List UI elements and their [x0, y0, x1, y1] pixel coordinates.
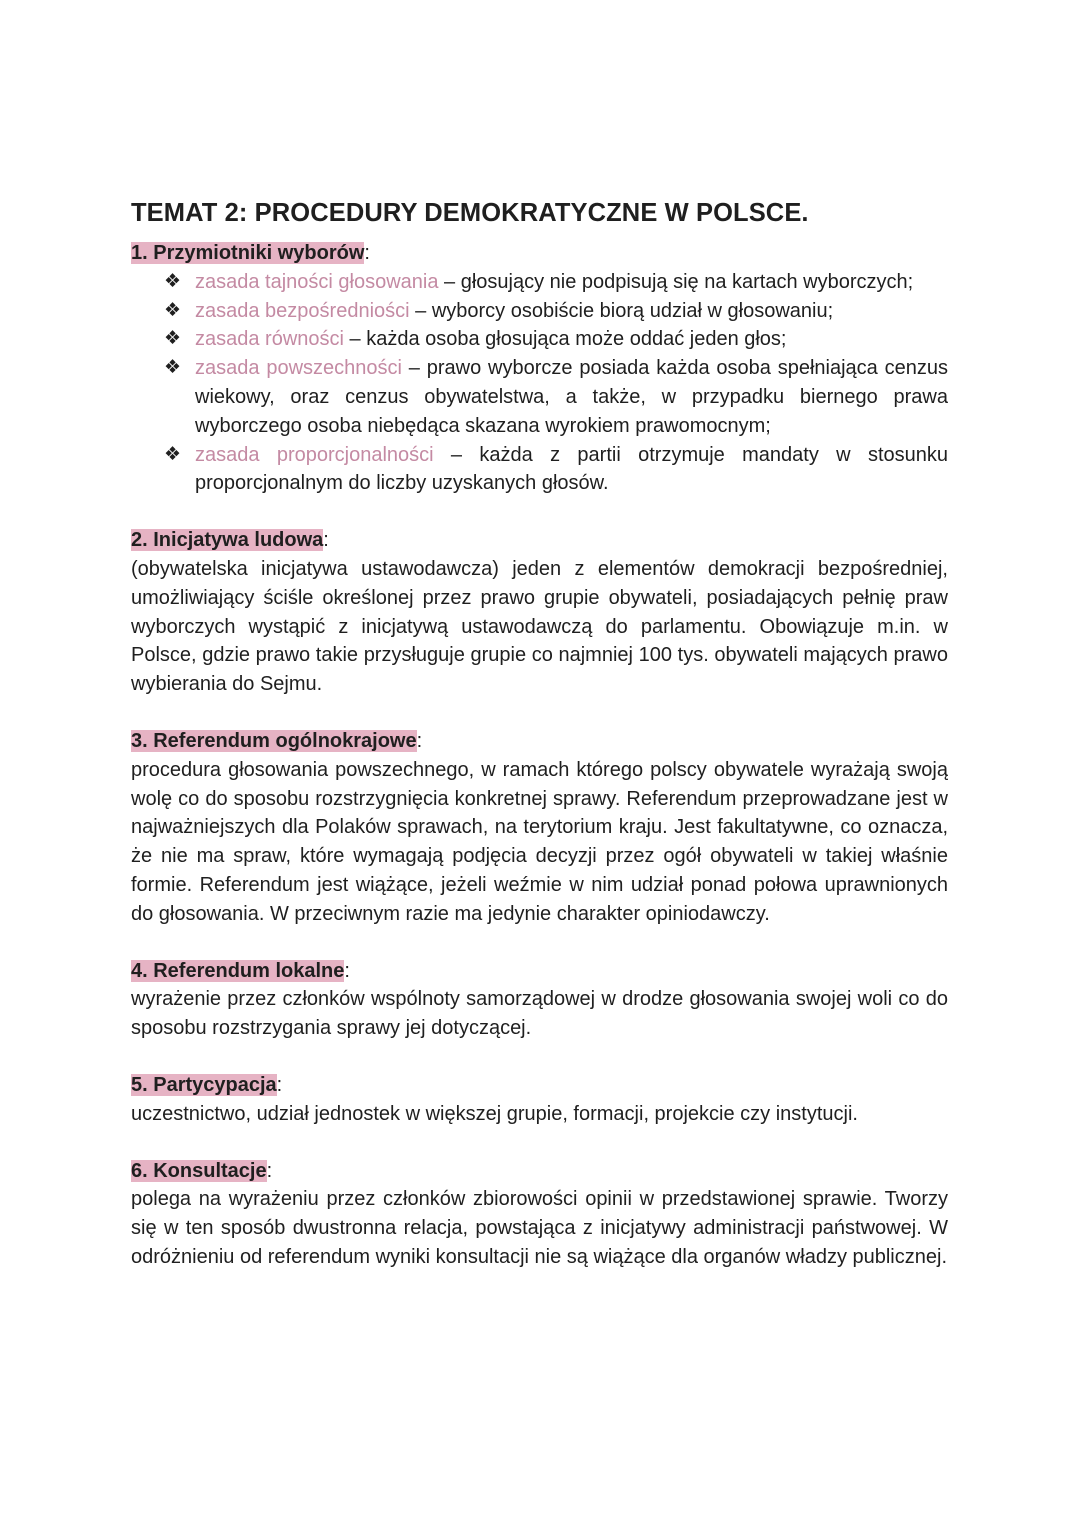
- term-description: – każda z partii otrzymuje mandaty w stosunku proporcjonalnym do liczby uzyskanych głosów.: [195, 443, 949, 495]
- term-label: zasada bezpośredniości: [195, 299, 410, 322]
- diamond-bullet-icon: ❖: [164, 328, 182, 350]
- term-label: zasada równości: [195, 328, 344, 351]
- list-item: [164, 325, 948, 354]
- section-body: uczestnictwo, udział jednostek w większej grupie, formacji, projekcie czy instytucji.: [131, 1102, 858, 1125]
- section-heading: 1. Przymiotniki wyborów:: [131, 242, 370, 264]
- highlighted-heading: 5. Partycypacja: [131, 1073, 277, 1096]
- section-heading: 3. Referendum ogólnokrajowe:: [131, 729, 423, 752]
- section-heading: 6. Konsultacje:: [131, 1159, 273, 1182]
- section-przymiotniki-wyborow: [131, 239, 948, 498]
- list-item: [164, 297, 948, 326]
- term-description: – wyborcy osobiście biorą udział w głosowaniu;: [409, 299, 834, 322]
- bullet-list: [131, 268, 948, 498]
- document-page: [131, 196, 948, 1272]
- term-label: zasada powszechności: [195, 357, 402, 380]
- section-konsultacje: [131, 1157, 948, 1272]
- list-item: [164, 268, 948, 297]
- highlighted-heading: 4. Referendum lokalne: [131, 959, 345, 982]
- document-title: TEMAT 2: PROCEDURY DEMOKRATYCZNE W POLSCE.: [131, 199, 809, 227]
- section-inicjatywa-ludowa: [131, 526, 948, 699]
- section-heading: 2. Inicjatywa ludowa:: [131, 529, 329, 552]
- highlighted-heading: 6. Konsultacje: [131, 1159, 267, 1182]
- diamond-bullet-icon: ❖: [164, 299, 182, 321]
- term-label: zasada proporcjonalności: [195, 443, 434, 466]
- list-item: [164, 441, 948, 499]
- term-description: – głosujący nie podpisują się na kartach wyborczych;: [438, 270, 914, 293]
- section-referendum-lokalne: [131, 957, 948, 1043]
- term-label: zasada tajności głosowania: [195, 270, 439, 293]
- section-partycypacja: [131, 1071, 948, 1129]
- diamond-bullet-icon: ❖: [164, 443, 182, 465]
- diamond-bullet-icon: ❖: [164, 357, 182, 379]
- highlighted-heading: 2. Inicjatywa ludowa: [131, 529, 324, 552]
- section-body: (obywatelska inicjatywa ustawodawcza) jeden z elementów demokracji bezpośredniej, umożliwiający ściśle określonej przez prawo grupie obywateli, posiadających pełnię praw wyborczych wystąpić z inicjatywą ustawodawczą do parlamentu. Obowiązuje m.in. w Polsce, gdzie prawo takie przysługuje grupie co najmniej 100 tys. obywateli mających prawo wybierania do Sejmu.: [131, 557, 948, 696]
- section-body: polega na wyrażeniu przez członków zbiorowości opinii w przedstawionej sprawie. Tworzy się w ten sposób dwustronna relacja, powstająca z inicjatywy administracji państwowej. W odróżnieniu od referendum wyniki konsultacji nie są wiążące dla organów władzy publicznej.: [131, 1188, 948, 1268]
- section-referendum-ogolnokrajowe: [131, 727, 948, 929]
- diamond-bullet-icon: ❖: [164, 270, 182, 292]
- section-body: wyrażenie przez członków wspólnoty samorządowej w drodze głosowania swojej woli co do sposobu rozstrzygania sprawy jej dotyczącej.: [131, 988, 948, 1040]
- term-description: – każda osoba głosująca może oddać jeden głos;: [343, 328, 787, 351]
- term-description: – prawo wyborcze posiada każda osoba spełniająca cenzus wiekowy, oraz cenzus obywatelstwa, a także, w przypadku biernego prawa wyborczego osoba niebędąca skazana wyrokiem prawomocnym;: [195, 357, 948, 437]
- section-heading: 5. Partycypacja:: [131, 1073, 283, 1096]
- highlighted-heading: 1. Przymiotniki wyborów: [131, 242, 365, 264]
- list-item: [164, 354, 948, 440]
- highlighted-heading: 3. Referendum ogólnokrajowe: [131, 729, 417, 752]
- section-body: procedura głosowania powszechnego, w ramach którego polscy obywatele wyrażają swoją wolę co do sposobu rozstrzygnięcia konkretnej sprawy. Referendum przeprowadzane jest w najważniejszych dla Polaków sprawach, na terytorium kraju. Jest fakultatywne, co oznacza, że nie ma spraw, które wymagają podjęcia decyzji przez ogół obywateli w takiej właśnie formie. Referendum jest wiążące, jeżeli weźmie w nim udział ponad połowa uprawnionych do głosowania. W przeciwnym razie ma jedynie charakter opiniodawczy.: [131, 758, 948, 925]
- section-heading: 4. Referendum lokalne:: [131, 959, 350, 982]
